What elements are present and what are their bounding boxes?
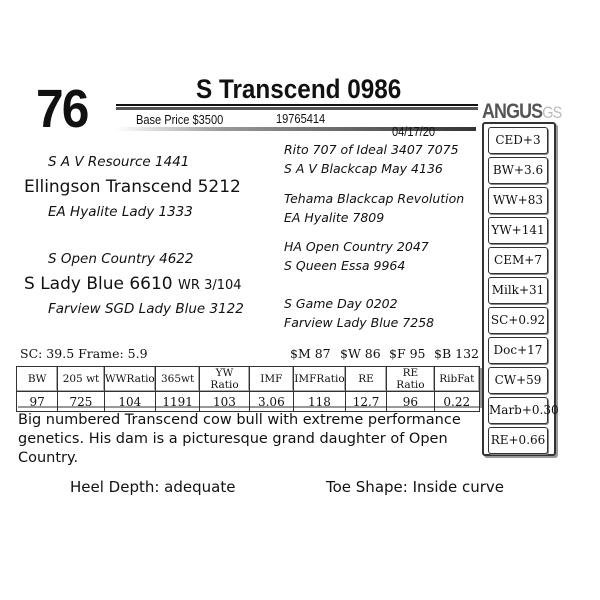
sire-sire-sire: Rito 707 of Ideal 3407 7075 (284, 142, 459, 157)
registration-number: 19765414 (276, 111, 326, 126)
perf-value: 3.06 (249, 392, 293, 412)
dam-dam: Farview SGD Lady Blue 3122 (48, 301, 244, 317)
perf-header: WWRatio (104, 367, 155, 392)
index-f: $F 95 (389, 346, 426, 361)
dam (24, 274, 242, 294)
toe-shape: Toe Shape: Inside curve (326, 478, 505, 496)
epd-sc: SC+0.92 (488, 307, 548, 334)
epd-doc: Doc+17 (488, 337, 548, 364)
epd-ced: CED+3 (488, 127, 548, 154)
perf-value: 0.22 (434, 392, 479, 412)
perf-header: BW (17, 367, 58, 392)
perf-value: 725 (58, 392, 104, 412)
angus-logo-suffix: GS (542, 103, 562, 122)
perf-header: IMFRatio (294, 367, 346, 392)
epd-yw: YW+141 (488, 217, 548, 244)
animal-name: S Transcend 0986 (196, 74, 402, 104)
index-b: $B 132 (434, 346, 479, 361)
angus-logo (482, 100, 561, 124)
sc-frame: SC: 39.5 Frame: 5.9 (20, 346, 148, 361)
epd-milk: Milk+31 (488, 277, 548, 304)
performance-header-row (17, 367, 480, 392)
perf-header: IMF (249, 367, 293, 392)
perf-header: RibFat (434, 367, 479, 392)
index-m: $M 87 (290, 346, 331, 361)
dam-sire-dam: S Queen Essa 9964 (284, 258, 406, 273)
perf-value: 96 (387, 392, 434, 412)
perf-value: 12.7 (345, 392, 386, 412)
description: Big numbered Transcend cow bull with extreme performance genetics. His dam is a picturesque grand daughter of Open Country. (18, 412, 461, 466)
perf-header: RE Ratio (387, 367, 434, 392)
lot-number: 76 (36, 79, 88, 139)
epd-cem: CEM+7 (488, 247, 548, 274)
dam-sire: S Open Country 4622 (48, 251, 194, 267)
epd-panel (482, 122, 559, 456)
epd-ww: WW+83 (488, 187, 548, 214)
perf-header: RE (345, 367, 386, 392)
epd-marb: Marb+0.30 (488, 397, 548, 424)
perf-header: 205 wt (58, 367, 104, 392)
perf-value: 97 (17, 392, 58, 412)
performance-table (16, 366, 480, 412)
angus-logo-main: ANGUS (482, 100, 543, 123)
epd-bw: BW+3.6 (488, 157, 548, 184)
perf-value: 118 (294, 392, 346, 412)
base-price: Base Price $3500 (136, 112, 224, 127)
dam-dam-dam: Farview Lady Blue 7258 (284, 315, 435, 330)
sire-dam: EA Hyalite Lady 1333 (48, 204, 193, 220)
sire: Ellingson Transcend 5212 (24, 177, 241, 197)
dam-wr: WR 3/104 (178, 278, 242, 293)
dam-sire-sire: HA Open Country 2047 (284, 239, 429, 254)
perf-header: 365wt (155, 367, 199, 392)
sire-sire: S A V Resource 1441 (48, 154, 190, 170)
epd-cw: CW+59 (488, 367, 548, 394)
sire-dam-sire: Tehama Blackcap Revolution (284, 191, 465, 206)
sire-dam-dam: EA Hyalite 7809 (284, 210, 385, 225)
dam-name: S Lady Blue 6610 (24, 274, 173, 294)
performance-value-row (17, 392, 480, 412)
perf-value: 103 (200, 392, 249, 412)
dam-dam-sire: S Game Day 0202 (284, 296, 398, 311)
sire-sire-dam: S A V Blackcap May 4136 (284, 161, 443, 176)
index-w: $W 86 (340, 346, 381, 361)
heel-depth: Heel Depth: adequate (70, 478, 236, 496)
perf-value: 1191 (155, 392, 199, 412)
title-rule (116, 104, 478, 110)
epd-re: RE+0.66 (488, 427, 548, 454)
sale-date: 04/17/20 (392, 124, 436, 139)
perf-value: 104 (104, 392, 155, 412)
perf-header: YW Ratio (200, 367, 249, 392)
